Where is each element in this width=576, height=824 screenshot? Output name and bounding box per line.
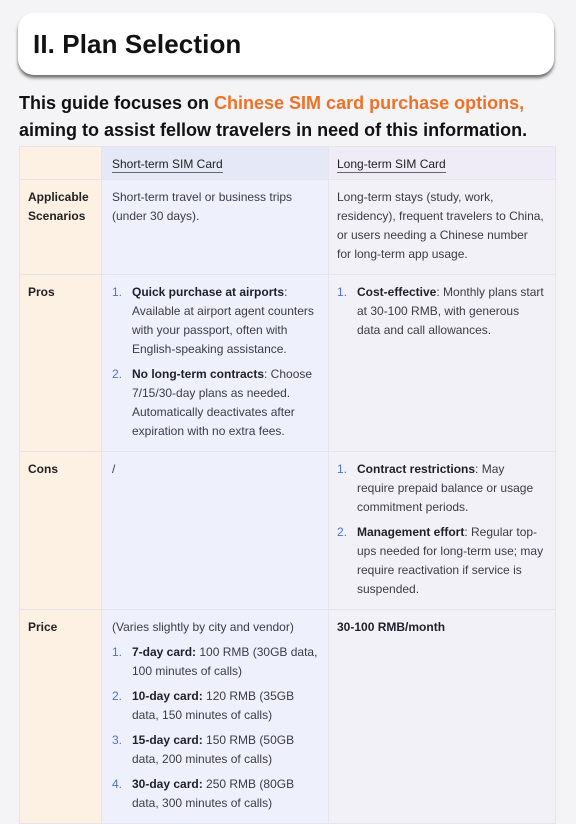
- list-item: 1. Cost-effective: Monthly plans start at 30-100 RMB, with generous data and call allowances.: [337, 285, 544, 337]
- table-row-scenarios: [20, 180, 556, 275]
- row-label-price: Price: [20, 610, 102, 824]
- intro-paragraph: [19, 90, 564, 144]
- cell-pros-long: [329, 275, 556, 452]
- list-item: 1. Contract restrictions: May require prepaid balance or usage commitment periods.: [337, 462, 534, 514]
- list-item: 2. Management effort: Regular top-ups needed for long-term use; may require reactivation if service is suspended.: [337, 525, 544, 596]
- cell-scenarios-short: Short-term travel or business trips (under 30 days).: [102, 180, 329, 275]
- cell-cons-short: /: [102, 452, 329, 610]
- cell-cons-long: [329, 452, 556, 610]
- table-header-row: [20, 147, 556, 180]
- list-item: 1. 7-day card: 100 RMB (30GB data, 100 minutes of calls): [112, 645, 318, 678]
- page-title: II. Plan Selection: [33, 28, 242, 59]
- list-item: 3. 15-day card: 150 RMB (50GB data, 200 minutes of calls): [112, 733, 295, 766]
- section-title-card: [18, 13, 554, 75]
- table-row-cons: [20, 452, 556, 610]
- list-item: 4. 30-day card: 250 RMB (80GB data, 300 minutes of calls): [112, 777, 295, 810]
- sim-comparison-table: [19, 146, 556, 824]
- cell-price-long: 30-100 RMB/month: [329, 610, 556, 824]
- list-price-short: [112, 643, 318, 813]
- header-short-term-label: Short-term SIM Card: [112, 157, 223, 171]
- header-corner-cell: [20, 147, 102, 180]
- header-long-term-label: Long-term SIM Card: [337, 157, 446, 171]
- table-row-price: [20, 610, 556, 824]
- list-pros-short: [112, 283, 318, 441]
- list-item: 1. Quick purchase at airports: Available at airport agent counters with your passport, often with English-speaking assistance.: [112, 285, 314, 356]
- header-short-term: [102, 147, 329, 180]
- intro-highlight: Chinese SIM card purchase options,: [214, 93, 525, 113]
- intro-text-end: aiming to assist fellow travelers in need of this information.: [19, 120, 528, 140]
- intro-text-start: This guide focuses on: [19, 93, 215, 113]
- row-label-cons: Cons: [20, 452, 102, 610]
- list-item: 2. No long-term contracts: Choose 7/15/30-day plans as needed. Automatically deactivates after expiration with no extra fees.: [112, 367, 313, 438]
- table-row-pros: [20, 275, 556, 452]
- row-label-scenarios: Applicable Scenarios: [20, 180, 102, 275]
- list-item: 2. 10-day card: 120 RMB (35GB data, 150 minutes of calls): [112, 689, 295, 722]
- list-pros-long: [337, 283, 545, 340]
- cell-price-short: [102, 610, 329, 824]
- cell-scenarios-long: Long-term stays (study, work, residency), frequent travelers to China, or users needing a Chinese number for long-term app usage.: [329, 180, 556, 275]
- cell-pros-short: [102, 275, 329, 452]
- row-label-pros: Pros: [20, 275, 102, 452]
- list-cons-long: [337, 460, 545, 599]
- price-note: (Varies slightly by city and vendor): [112, 620, 294, 634]
- header-long-term: [329, 147, 556, 180]
